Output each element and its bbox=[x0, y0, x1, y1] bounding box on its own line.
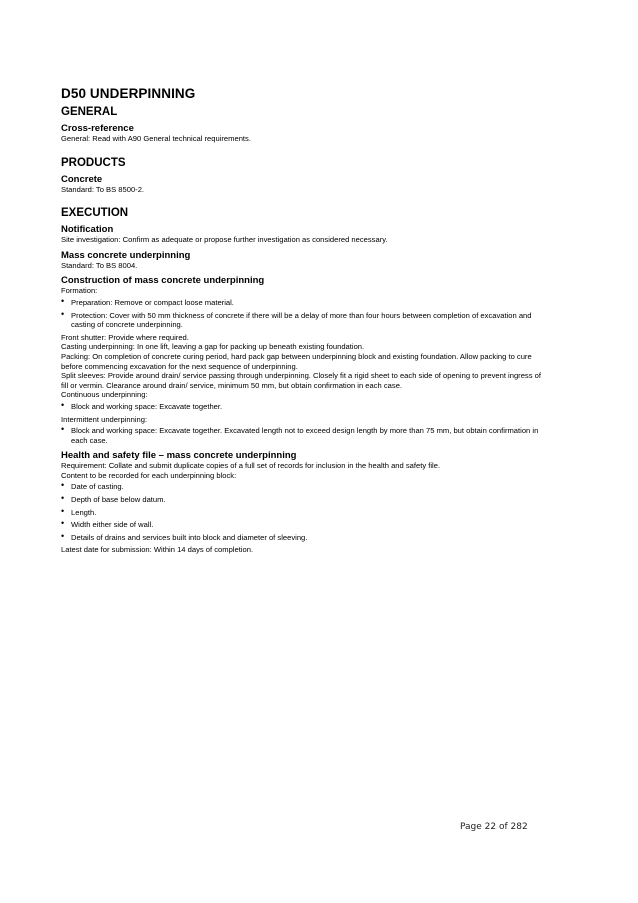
clause-title-mass-concrete: Mass concrete underpinning bbox=[61, 249, 191, 261]
list-item bbox=[61, 495, 541, 505]
clause-text-cross-reference: General: Read with A90 General technical requirements. bbox=[61, 134, 251, 143]
text-split-sleeves: Split sleeves: Provide around drain/ service passing through underpinning. Closely fit a rigid sheet to each side of opening to prevent ingress of fill or vermin. Clearance around drain/ service, minimum 50 mm, but obtain confirmation in each case. bbox=[61, 371, 541, 390]
bullet-icon: • bbox=[61, 308, 65, 319]
clause-text-mass-concrete: Standard: To BS 8004. bbox=[61, 260, 138, 270]
list-item-text: Preparation: Remove or compact loose material. bbox=[71, 297, 234, 307]
list-item-text: Depth of base below datum. bbox=[71, 495, 166, 505]
list-item-text: Width either side of wall. bbox=[71, 520, 154, 530]
section-heading-general: GENERAL bbox=[61, 106, 118, 118]
text-formation: Formation: bbox=[61, 286, 98, 296]
text-continuous: Continuous underpinning: bbox=[61, 390, 148, 400]
list-item bbox=[61, 505, 541, 518]
clause-construction bbox=[61, 275, 541, 445]
clause-text-concrete: Standard: To BS 8500-2. bbox=[61, 184, 145, 194]
clause-title-cross-reference: Cross-reference bbox=[61, 123, 134, 134]
bullet-icon: • bbox=[61, 399, 65, 410]
list-item bbox=[61, 426, 541, 445]
section-heading-execution: EXECUTION bbox=[61, 207, 129, 220]
bullet-icon: • bbox=[61, 493, 65, 504]
bullet-icon: • bbox=[61, 518, 65, 529]
list-item bbox=[61, 482, 541, 492]
list-item bbox=[61, 520, 541, 530]
list-item bbox=[61, 295, 541, 308]
clause-title-construction: Construction of mass concrete underpinning bbox=[61, 275, 265, 287]
section-heading-products: PRODUCTS bbox=[61, 156, 126, 169]
bullet-icon: • bbox=[61, 480, 65, 491]
list-item bbox=[61, 399, 541, 412]
text-requirement: Requirement: Collate and submit duplicate copies of a full set of records for inclusion in the health and safety file. bbox=[61, 461, 441, 471]
bullet-icon: • bbox=[61, 530, 65, 541]
list-item-text: Protection: Cover with 50 mm thickness of concrete if there will be a delay of more than four hours between completion of excavation and casting of concrete underpinning. bbox=[71, 310, 532, 330]
clause-title-concrete: Concrete bbox=[61, 173, 103, 185]
list-item bbox=[61, 308, 541, 330]
text-content: Content to be recorded for each underpinning block: bbox=[61, 470, 237, 480]
bullet-icon: • bbox=[61, 505, 65, 516]
document-page bbox=[61, 86, 541, 568]
bullet-icon: • bbox=[61, 295, 65, 306]
document-title: D50 UNDERPINNING bbox=[61, 86, 196, 101]
list-item-text: Date of casting. bbox=[71, 482, 124, 492]
text-packing: Packing: On completion of concrete curing period, hard pack gap between underpinning block and existing foundation. Allow packing to cure before commencing excavation for the next sequence of underpinning. bbox=[61, 351, 532, 371]
clause-mass-concrete bbox=[61, 250, 541, 271]
text-front-shutter: Front shutter: Provide where required. bbox=[61, 332, 189, 342]
section-general bbox=[61, 106, 541, 144]
list-item-text: Block and working space: Excavate together. bbox=[71, 401, 223, 411]
clause-title-health-safety: Health and safety file – mass concrete underpinning bbox=[61, 450, 297, 462]
clause-health-safety bbox=[61, 450, 541, 555]
section-execution bbox=[61, 207, 541, 555]
bullet-icon: • bbox=[61, 424, 65, 435]
text-casting: Casting underpinning: In one lift, leaving a gap for packing up beneath existing foundation. bbox=[61, 342, 365, 352]
list-item-text: Details of drains and services built into block and diameter of sleeving. bbox=[71, 532, 308, 542]
clause-title-notification: Notification bbox=[61, 224, 114, 236]
clause-notification bbox=[61, 224, 541, 245]
text-latest-date: Latest date for submission: Within 14 days of completion. bbox=[61, 545, 254, 555]
list-item-text: Length. bbox=[71, 507, 97, 517]
list-item-text: Block and working space: Excavate together. Excavated length not to exceed design length by more than 75 mm, but obtain confirmation in each case. bbox=[71, 426, 539, 445]
list-item bbox=[61, 530, 541, 543]
page-number: Page 22 of 282 bbox=[460, 822, 528, 832]
clause-text-notification: Site investigation: Confirm as adequate or propose further investigation as considered necessary. bbox=[61, 235, 388, 245]
text-intermittent: Intermittent underpinning: bbox=[61, 414, 148, 424]
section-products bbox=[61, 157, 541, 195]
